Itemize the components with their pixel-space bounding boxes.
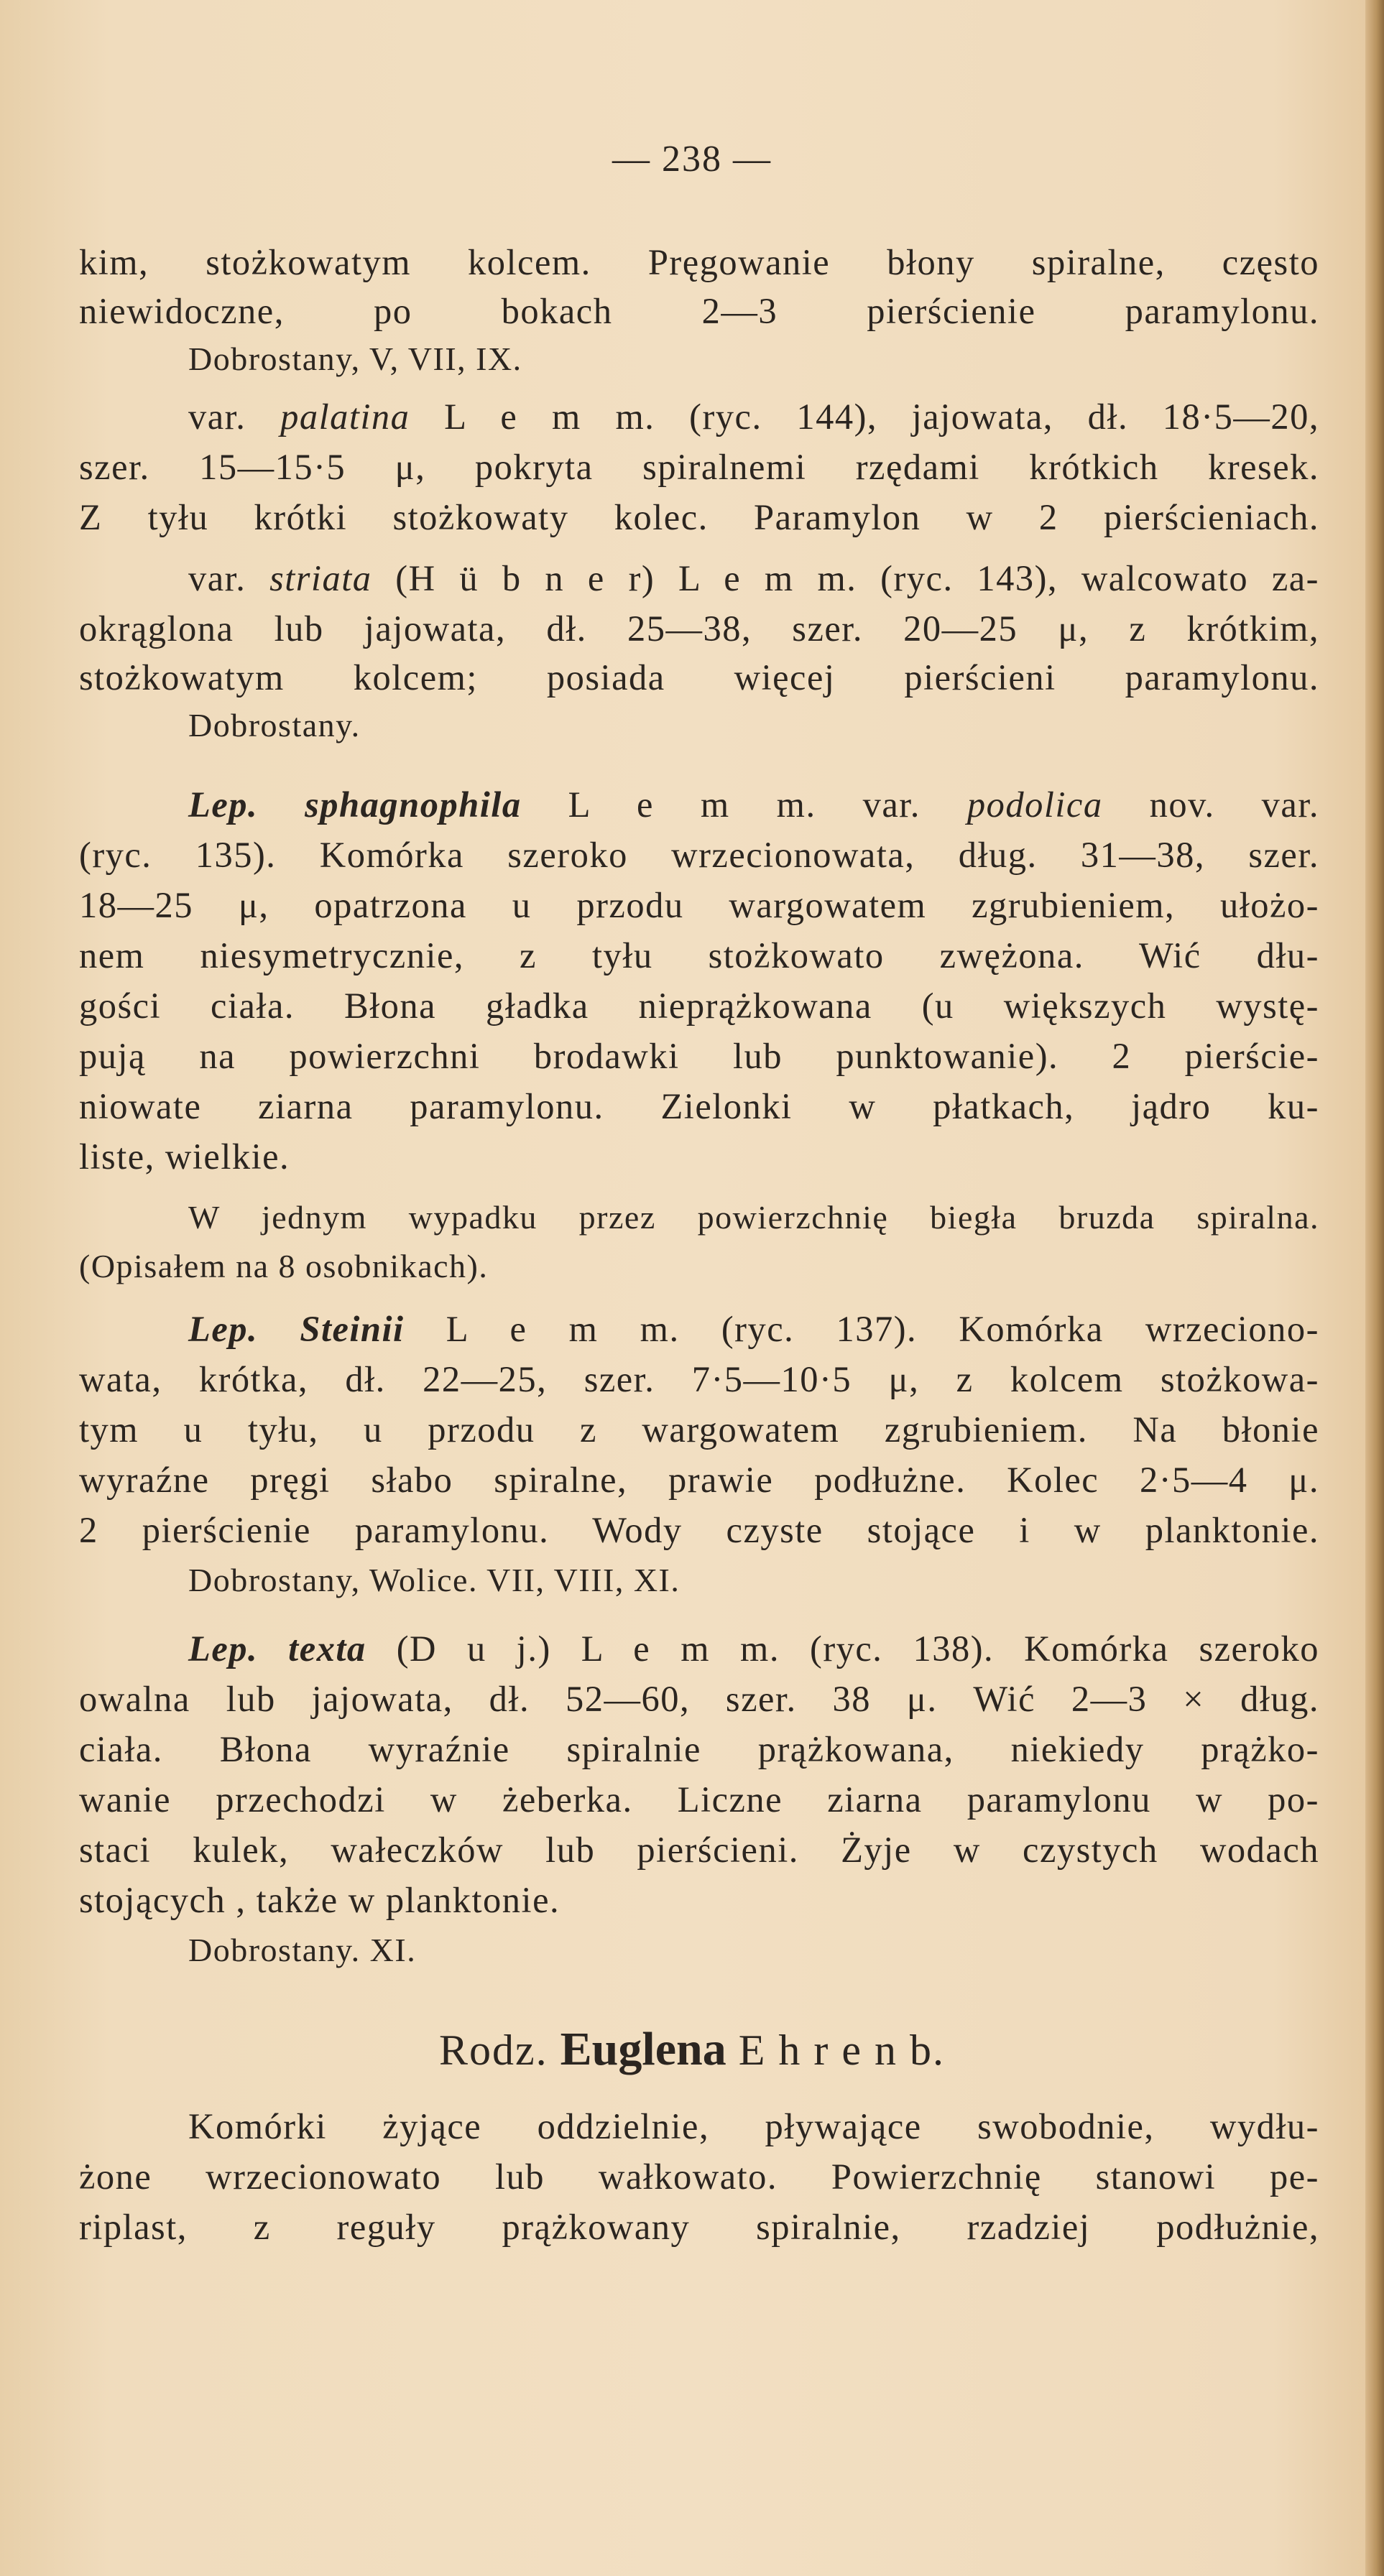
species-name: Lep. sphagnophila bbox=[188, 784, 522, 825]
locality-line: Dobrostany, V, VII, IX. bbox=[188, 340, 522, 377]
text-line: wyraźne pręgi słabo spiralne, prawie podłużne. Kolec 2·5—4 μ. bbox=[79, 1460, 1319, 1500]
text-line: okrąglona lub jajowata, dł. 25—38, szer. 20—25 μ, z krótkim, bbox=[79, 608, 1319, 649]
locality-line: Dobrostany. XI. bbox=[188, 1932, 417, 1968]
text-line: gości ciała. Błona gładka nieprążkowana (u większych wystę- bbox=[79, 986, 1319, 1026]
species-heading-line bbox=[188, 779, 1319, 830]
heading-author: E h r e n b. bbox=[726, 2026, 945, 2074]
text-fragment: L e m m. (ryc. 137). Komórka wrzeciono- bbox=[404, 1309, 1319, 1349]
text-fragment: nov. var. bbox=[1102, 784, 1319, 825]
text-line bbox=[188, 553, 1319, 603]
text-line: szer. 15—15·5 μ, pokryta spiralnemi rzędami krótkich kresek. bbox=[79, 447, 1319, 487]
text-line: liste, wielkie. bbox=[79, 1136, 290, 1177]
page-number: — 238 — bbox=[612, 139, 772, 180]
text-line: Komórki żyjące oddzielnie, pływające swobodnie, wydłu- bbox=[188, 2106, 1319, 2146]
text-line: 18—25 μ, opatrzona u przodu wargowatem zgrubieniem, ułożo- bbox=[79, 885, 1319, 925]
text-line: nem niesymetrycznie, z tyłu stożkowato zwężona. Wić dłu- bbox=[79, 935, 1319, 976]
text-line: wata, krótka, dł. 22—25, szer. 7·5—10·5 μ, z kolcem stożkowa- bbox=[79, 1359, 1319, 1399]
text-line: żone wrzecionowato lub wałkowato. Powierzchnię stanowi pe- bbox=[79, 2156, 1319, 2197]
locality-line: Dobrostany, Wolice. VII, VIII, XI. bbox=[188, 1562, 681, 1598]
text-line: owalna lub jajowata, dł. 52—60, szer. 38 μ. Wić 2—3 × dług. bbox=[79, 1679, 1319, 1719]
text-line: tym u tyłu, u przodu z wargowatem zgrubieniem. Na błonie bbox=[79, 1409, 1319, 1450]
text-fragment: (D u j.) L e m m. (ryc. 138). Komórka szeroko bbox=[366, 1628, 1319, 1669]
text-line: stożkowatym kolcem; posiada więcej pierścieni paramylonu. bbox=[79, 657, 1319, 698]
text-line: W jednym wypadku przez powierzchnię biegła bruzda spiralna. bbox=[188, 1199, 1319, 1236]
text-line: stojących , także w planktonie. bbox=[79, 1880, 560, 1920]
genus-heading bbox=[0, 2022, 1384, 2077]
text-line: (Opisałem na 8 osobnikach). bbox=[79, 1248, 489, 1284]
taxon-name: striata bbox=[269, 558, 372, 598]
genus-name: Euglena bbox=[560, 2023, 726, 2075]
text-line: Z tyłu krótki stożkowaty kolec. Paramylon w 2 pierścieniach. bbox=[79, 497, 1319, 537]
variety-name: podolica bbox=[967, 784, 1103, 825]
text-fragment: (H ü b n e r) L e m m. (ryc. 143), walcowato za- bbox=[372, 558, 1319, 598]
text-line: niewidoczne, po bokach 2—3 pierścienie paramylonu. bbox=[79, 291, 1319, 331]
locality-line: Dobrostany. bbox=[188, 707, 361, 743]
page-edge bbox=[1365, 0, 1384, 2576]
text-fragment: L e m m. (ryc. 144), jajowata, dł. 18·5—20, bbox=[410, 397, 1319, 437]
text-line: riplast, z reguły prążkowany spiralnie, rzadziej podłużnie, bbox=[79, 2207, 1319, 2247]
heading-prefix: Rodz. bbox=[439, 2026, 560, 2074]
species-name: Lep. texta bbox=[188, 1628, 366, 1669]
text-fragment: var. bbox=[188, 397, 281, 437]
text-line: niowate ziarna paramylonu. Zielonki w płatkach, jądro ku- bbox=[79, 1086, 1319, 1126]
text-line: ciała. Błona wyraźnie spiralnie prążkowana, niekiedy prążko- bbox=[79, 1729, 1319, 1769]
species-name: Lep. Steinii bbox=[188, 1309, 405, 1349]
species-heading-line bbox=[188, 1304, 1319, 1354]
text-line bbox=[188, 392, 1319, 442]
text-line: pują na powierzchni brodawki lub punktowanie). 2 pierście- bbox=[79, 1036, 1319, 1076]
taxon-name: palatina bbox=[280, 397, 410, 437]
text-fragment: L e m m. var. bbox=[521, 784, 967, 825]
text-line: wanie przechodzi w żeberka. Liczne ziarna paramylonu w po- bbox=[79, 1779, 1319, 1820]
text-line: 2 pierścienie paramylonu. Wody czyste stojące i w planktonie. bbox=[79, 1510, 1319, 1550]
text-line: kim, stożkowatym kolcem. Pręgowanie błony spiralne, często bbox=[79, 242, 1319, 282]
text-line: staci kulek, wałeczków lub pierścieni. Żyje w czystych wodach bbox=[79, 1830, 1319, 1870]
text-fragment: var. bbox=[188, 558, 270, 598]
text-line: (ryc. 135). Komórka szeroko wrzecionowata, dług. 31—38, szer. bbox=[79, 835, 1319, 875]
species-heading-line bbox=[188, 1623, 1319, 1674]
